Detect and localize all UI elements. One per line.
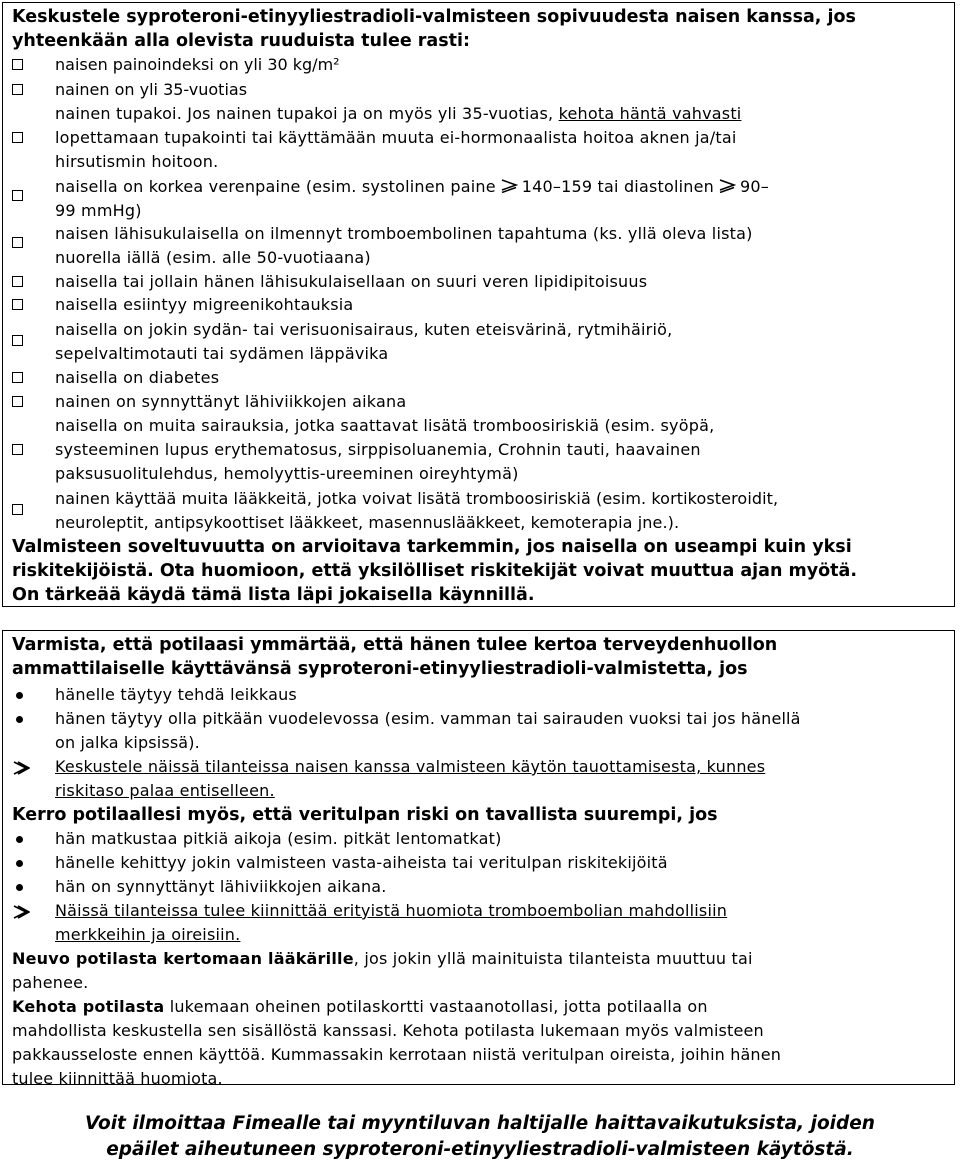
- assessment-note-line1: Valmisteen soveltuvuutta on arvioitava tarkemmin, jos naisella on useampi kuin yksi: [12, 537, 852, 557]
- criterion-diabetes: naisella on diabetes: [55, 368, 220, 387]
- advice-heading2: Kerro potilaallesi myös, että veritulpan riski on tavallista suurempi, jos: [12, 805, 718, 825]
- advice-pause-line1: Keskustele näissä tilanteissa naisen kanssa valmisteen käytön tauottamisesta, kunnes: [55, 757, 766, 776]
- criterion-blood-pressure-line1: naisella on korkea verenpaine (esim. systolinen paine 140–159 tai diastolinen 90–: [55, 177, 769, 196]
- criterion-migraine: naisella esiintyy migreenikohtauksia: [55, 295, 354, 314]
- criterion-bmi: naisen painoindeksi on yli 30 kg/m²: [55, 55, 340, 74]
- advice-card-line4: tulee kiinnittää huomiota.: [12, 1069, 223, 1088]
- criterion-medications-line2: neuroleptit, antipsykoottiset lääkkeet, masennuslääkkeet, kemoterapia jne.).: [55, 513, 680, 532]
- advice-pause-line2: riskitaso palaa entiselleen.: [55, 781, 275, 800]
- criterion-medications-line1: nainen käyttää muita lääkkeitä, jotka voivat lisätä tromboosiriskiä (esim. kortikosteroidit,: [55, 489, 779, 508]
- criterion-family-history-line2: nuorella iällä (esim. alle 50-vuotiaana): [55, 248, 371, 267]
- criteria-heading-line1: Keskustele syproteroni-etinyyliestradioli-valmisteen sopivuudesta naisen kanssa, jos: [12, 7, 856, 27]
- greater-equal-icon-2: [718, 179, 736, 193]
- checkbox-blood-pressure[interactable]: [12, 190, 23, 201]
- checkbox-diabetes[interactable]: [12, 372, 23, 383]
- advice-attention-line2: merkkeihin ja oireisiin.: [55, 925, 241, 944]
- reporting-footer-line1: Voit ilmoittaa Fimealle tai myyntiluvan haltijalle haittavaikutuksista, joiden: [85, 1113, 875, 1134]
- assessment-note-line3: On tärkeää käydä tämä lista läpi jokaisella käynnillä.: [12, 585, 535, 605]
- arrow-bullet-icon: [12, 905, 30, 919]
- criterion-smoking-line1: nainen tupakoi. Jos nainen tupakoi ja on myös yli 35-vuotias, kehota häntä vahvasti: [55, 104, 742, 123]
- criterion-other-diseases-line2: systeeminen lupus erythematosus, sirppisoluanemia, Crohnin tauti, haavainen: [55, 440, 701, 459]
- advice-contraindication: hänelle kehittyy jokin valmisteen vasta-aiheista tai veritulpan riskitekijöitä: [55, 853, 668, 872]
- checkbox-family-history[interactable]: [12, 237, 23, 248]
- advice-bed-rest-line2: on jalka kipsissä).: [55, 733, 200, 752]
- advice-card-line2: mahdollista keskustella sen sisällöstä kanssasi. Kehota potilasta lukemaan myös valmisteen: [12, 1021, 764, 1040]
- bullet: [16, 716, 23, 723]
- checkbox-recent-birth[interactable]: [12, 396, 23, 407]
- criteria-heading-line2: yhteenkään alla olevista ruuduista tulee rasti:: [12, 31, 471, 51]
- advice-surgery: hänelle täytyy tehdä leikkaus: [55, 685, 297, 704]
- smoking-advice-underlined: kehota häntä vahvasti: [558, 104, 742, 123]
- criterion-recent-birth: nainen on synnyttänyt lähiviikkojen aikana: [55, 392, 407, 411]
- advice-bed-rest-line1: hänen täytyy olla pitkään vuodelevossa (esim. vamman tai sairauden vuoksi tai jos hänellä: [55, 709, 801, 728]
- criterion-cardiovascular-line1: naisella on jokin sydän- tai verisuonisairaus, kuten eteisvärinä, rytmihäiriö,: [55, 320, 673, 339]
- checkbox-cardiovascular[interactable]: [12, 335, 23, 346]
- reporting-footer-line2: epäilet aiheutuneen syproteroni-etinyyliestradioli-valmisteen käytöstä.: [106, 1139, 854, 1160]
- criterion-age: nainen on yli 35-vuotias: [55, 80, 248, 99]
- criterion-lipids: naisella tai jollain hänen lähisukulaisellaan on suuri veren lipidipitoisuus: [55, 272, 648, 291]
- advice-card-line1: Kehota potilasta lukemaan oheinen potilaskortti vastaanotollasi, jotta potilaalla on: [12, 997, 708, 1016]
- criterion-smoking-line3: hirsutismin hoitoon.: [55, 152, 219, 171]
- advice-travel: hän matkustaa pitkiä aikoja (esim. pitkät lentomatkat): [55, 829, 502, 848]
- bullet: [16, 836, 23, 843]
- advice-consult-line1: Neuvo potilasta kertomaan lääkärille, jos jokin yllä mainituista tilanteista muuttuu tai: [12, 949, 753, 968]
- greater-equal-icon-1: [500, 179, 518, 193]
- checkbox-smoking[interactable]: [12, 132, 23, 143]
- bullet: [16, 692, 23, 699]
- criterion-blood-pressure-line2: 99 mmHg): [55, 201, 142, 220]
- criterion-other-diseases-line1: naisella on muita sairauksia, jotka saattavat lisätä tromboosiriskiä (esim. syöpä,: [55, 416, 715, 435]
- arrow-bullet-icon: [12, 761, 30, 775]
- advice-attention-line1: Näissä tilanteissa tulee kiinnittää erityistä huomiota tromboembolian mahdollisiin: [55, 901, 728, 920]
- criterion-smoking-line2: lopettamaan tupakointi tai käyttämään muuta ei-hormonaalista hoitoa aknen ja/tai: [55, 128, 737, 147]
- advice-heading-line2: ammattilaiselle käyttävänsä syproteroni-etinyyliestradioli-valmistetta, jos: [12, 659, 748, 679]
- criterion-family-history-line1: naisen lähisukulaisella on ilmennyt tromboembolinen tapahtuma (ks. yllä oleva lista): [55, 224, 753, 243]
- criterion-other-diseases-line3: paksusuolitulehdus, hemolyyttis-ureeminen oireyhtymä): [55, 464, 519, 483]
- advice-heading-line1: Varmista, että potilaasi ymmärtää, että hänen tulee kertoa terveydenhuollon: [12, 635, 778, 655]
- checkbox-medications[interactable]: [12, 504, 23, 515]
- advice-consult-line2: pahenee.: [12, 973, 89, 992]
- bullet: [16, 884, 23, 891]
- checkbox-other-diseases[interactable]: [12, 444, 23, 455]
- criterion-cardiovascular-line2: sepelvaltimotauti tai sydämen läppävika: [55, 344, 389, 363]
- assessment-note-line2: riskitekijöistä. Ota huomioon, että yksilölliset riskitekijät voivat muuttua ajan myötä.: [12, 561, 858, 581]
- checkbox-bmi[interactable]: [12, 59, 23, 70]
- advice-card-line3: pakkausseloste ennen käyttöä. Kummassakin kerrotaan niistä veritulpan oireista, joihin hänen: [12, 1045, 782, 1064]
- checkbox-age[interactable]: [12, 84, 23, 95]
- bullet: [16, 860, 23, 867]
- advice-recent-birth: hän on synnyttänyt lähiviikkojen aikana.: [55, 877, 387, 896]
- checkbox-migraine[interactable]: [12, 299, 23, 310]
- checkbox-lipids[interactable]: [12, 276, 23, 287]
